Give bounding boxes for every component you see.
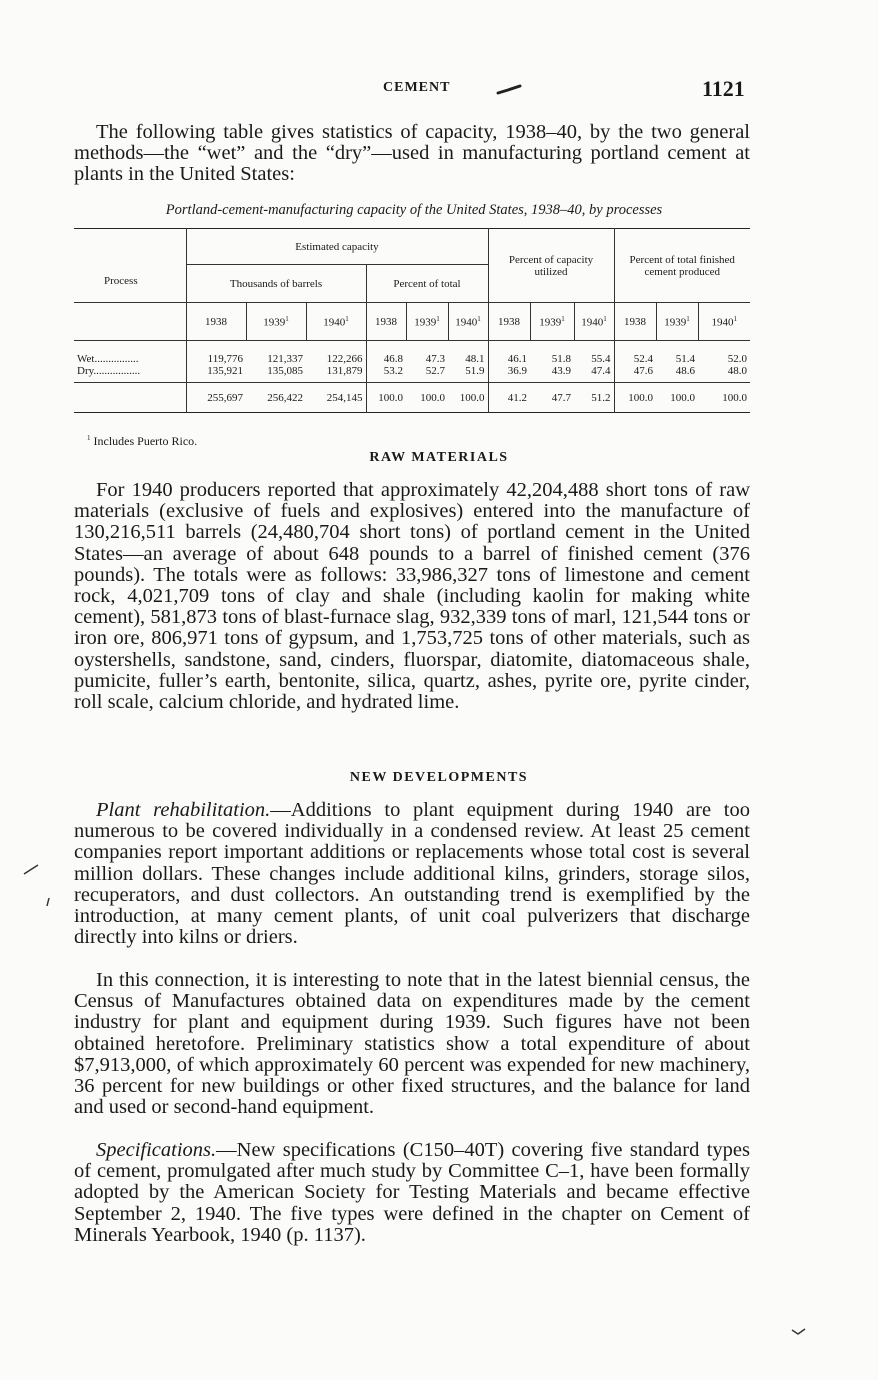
header-percent-total: Percent of total <box>366 265 488 303</box>
raw-materials-paragraph: For 1940 producers reported that approximately 42,204,488 short tons of raw materials (exclusive of fuels and explosives) entered into the manufacture of 130,216,511 barrels (24,480,704 short tons) of portland cement in the United States—an average of about 648 pounds to a barrel of finished cement (376 pounds). The totals were as follows: 33,986,327 tons of limestone and cement rock, 4,021,709 tons of clay and shale (including kaolin for making white cement), 581,873 tons of blast-furnace slag, 932,339 tons of marl, 121,544 tons or iron ore, 806,971 tons of gypsum, and 1,753,725 tons of other materials, such as oystershells, sandstone, sand, cinders, fluorspar, diatomite, diatomaceous shale, pumicite, fuller’s earth, bentonite, silica, quartz, ashes, pyrite ore, pyrite cinder, roll scale, calcium chloride, and hydrated lime. <box>74 479 750 714</box>
footnote-mark: 1 <box>561 314 565 323</box>
footnote-mark: 1 <box>477 314 481 323</box>
table-cell: 121,337 <box>267 352 303 365</box>
plant-rehabilitation-paragraph <box>74 800 750 948</box>
footnote-mark: 1 <box>87 434 91 442</box>
table-cell: 100.0 <box>614 383 656 413</box>
table-cell: 48.1 <box>465 352 485 365</box>
table-cell: 52.4 <box>614 353 656 365</box>
table-cell: 51.4 <box>675 352 695 365</box>
header-capacity-utilized: Percent of capacity utilized <box>488 229 614 303</box>
table-cell: 135,921 <box>186 365 246 377</box>
stray-mark <box>44 896 52 908</box>
header-process: Process <box>104 275 138 287</box>
year-header: 1938 <box>375 315 397 328</box>
paragraph-body: —Additions to plant equipment during 1940 are too numerous to be covered individually in a condensed review. At least 25 cement companies report important additions or replacements whose total cost is several million dollars. These changes include additional kilns, grinders, storage silos, recuperators, and dust collectors. An outstanding trend is exemplified by the introduction, at many cement plants, of unit coal pulverizers that discharge directly into kilns or driers. <box>74 799 750 949</box>
table-cell: 48.0 <box>727 364 747 377</box>
header-thousands-barrels: Thousands of barrels <box>186 265 366 303</box>
year-header: 1940 <box>455 316 478 329</box>
table-cell: 100.0 <box>656 383 698 413</box>
table-cell: 41.2 <box>488 383 530 413</box>
table-cell: 47.6 <box>614 365 656 377</box>
table-cell: 43.9 <box>551 364 571 377</box>
paragraph-body: —New specifications (C150–40T) covering five standard types of cement, promulgated after much study by Committee C–1, have been formally adopted by the American Society for Testing Materials and became effective September 2, 1940. The five types were defined in the chapter on Cement of Minerals Yearbook, 1940 (p. 1137). <box>74 1139 750 1246</box>
table-cell: 131,879 <box>326 364 363 377</box>
table-cell: 100.0 <box>448 383 488 413</box>
year-header: 1940 <box>711 316 734 329</box>
row-label: Wet <box>77 352 95 365</box>
table-cell: 47.7 <box>530 383 574 413</box>
intro-paragraph: The following table gives statistics of capacity, 1938–40, by the two general methods—the “wet” and the “dry”—used in manufacturing portland cement at plants in the United States: <box>74 121 750 186</box>
footnote-mark: 1 <box>733 314 737 323</box>
table-totals-row <box>74 383 750 413</box>
year-header: 1938 <box>205 315 227 328</box>
footnote-mark: 1 <box>686 314 690 323</box>
table-cell: 46.8 <box>366 353 406 365</box>
table-cell: 55.4 <box>591 352 611 365</box>
section-heading-new-developments: NEW DEVELOPMENTS <box>349 770 529 785</box>
ink-mark <box>496 84 522 96</box>
header-estimated-capacity: Estimated capacity <box>186 229 488 265</box>
table-cell: 122,266 <box>326 352 363 365</box>
table-cell: 46.1 <box>488 353 530 365</box>
footnote-mark: 1 <box>436 314 440 323</box>
year-header: 1940 <box>323 316 346 329</box>
footnote-mark: 1 <box>345 314 349 323</box>
census-paragraph: In this connection, it is interesting to note that in the latest biennial census, the Census of Manufactures obtained data on expenditures made by the cement industry for plant and equipment during 1939. Such figures have not been obtained heretofore. Preliminary statistics show a total expenditure of about $7,913,000, of which approximately 60 percent was expended for new machinery, 36 percent for new buildings or other fixed structures, and the balance for land and used or second-hand equipment. <box>74 969 750 1119</box>
table-cell: 47.3 <box>425 352 445 365</box>
year-header: 1939 <box>664 316 687 329</box>
year-header: 1938 <box>624 315 646 328</box>
table-cell: 135,085 <box>267 364 303 377</box>
year-header: 1939 <box>414 316 437 329</box>
year-header: 1938 <box>498 315 520 328</box>
table-cell: 255,697 <box>186 383 246 413</box>
year-header: 1939 <box>263 316 286 329</box>
table-cell: 52.0 <box>727 352 747 365</box>
table-cell: 51.9 <box>465 364 485 377</box>
table-cell: 100.0 <box>698 383 750 413</box>
table-row: Wet................ 119,776 121,337 122,266 46.8 47.3 48.1 46.1 51.8 55.4 52.4 51.4 52.0 <box>74 353 750 365</box>
table-cell: 53.2 <box>366 365 406 377</box>
table-cell: 100.0 <box>406 383 448 413</box>
table-cell: 48.6 <box>675 364 695 377</box>
table-cell: 36.9 <box>488 365 530 377</box>
stray-mark <box>22 862 40 876</box>
specifications-paragraph <box>74 1140 750 1246</box>
section-heading-raw-materials: RAW MATERIALS <box>369 450 509 465</box>
row-label: Dry <box>77 364 94 377</box>
table-cell: 47.4 <box>591 364 611 377</box>
table-cell: 51.8 <box>551 352 571 365</box>
table-cell: 256,422 <box>246 383 306 413</box>
running-head-title: CEMENT <box>383 80 451 95</box>
table-cell: 254,145 <box>306 383 366 413</box>
table-cell: 100.0 <box>366 383 406 413</box>
stray-mark <box>790 1324 808 1336</box>
header-finished-cement: Percent of total finished cement produced <box>614 229 750 303</box>
year-header: 1939 <box>539 316 562 329</box>
table-cell: 119,776 <box>186 353 246 365</box>
paragraph-lead: Plant rehabilitation. <box>96 799 271 821</box>
table-title: Portland-cement-manufacturing capacity of the United States, 1938–40, by processes <box>165 202 663 218</box>
table-footnote <box>87 434 197 449</box>
running-head <box>0 76 878 100</box>
capacity-table <box>74 228 750 413</box>
year-header: 1940 <box>581 316 604 329</box>
table-cell: 52.7 <box>425 364 445 377</box>
page-number: 1121 <box>702 76 745 101</box>
paragraph-lead: Specifications. <box>96 1139 217 1161</box>
footnote-mark: 1 <box>285 314 289 323</box>
table-row: Dry................. 135,921 135,085 131,879 53.2 52.7 51.9 36.9 43.9 47.4 47.6 48.6 48.0 <box>74 365 750 377</box>
footnote-text: Includes Puerto Rico. <box>93 434 198 448</box>
table-cell: 51.2 <box>574 383 614 413</box>
footnote-mark: 1 <box>603 314 607 323</box>
